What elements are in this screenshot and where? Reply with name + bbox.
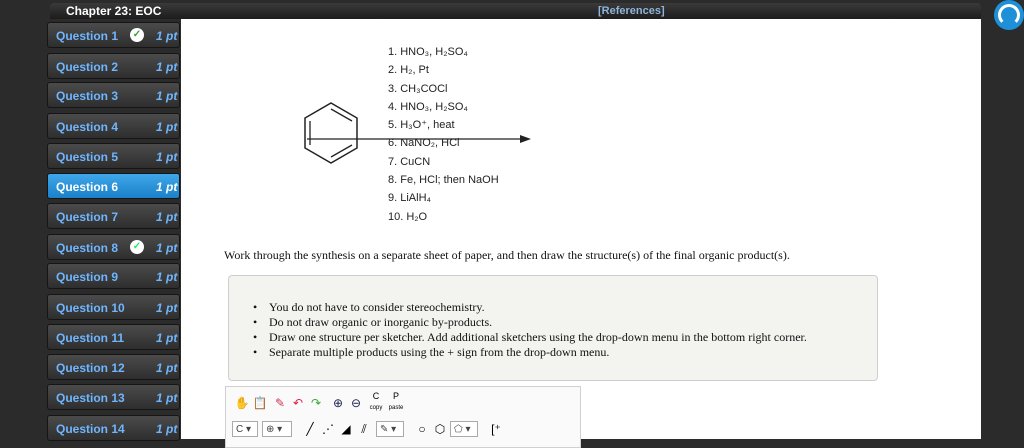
question-points: 1 pt	[156, 150, 178, 164]
question-label: Question 11	[56, 331, 125, 345]
bracket-icon[interactable]: [⁺	[491, 422, 501, 436]
question-label: Question 3	[56, 89, 119, 103]
hand-icon[interactable]: ✋	[234, 396, 250, 410]
question-item[interactable]	[47, 415, 180, 441]
question-points: 1 pt	[156, 60, 178, 74]
double-bond-icon[interactable]: ⫽	[361, 422, 367, 436]
question-points: 1 pt	[156, 241, 178, 255]
question-points: 1 pt	[156, 391, 178, 405]
question-label: Question 5	[56, 150, 119, 164]
reagent-step: 7. CuCN	[388, 155, 431, 168]
dashed-bond-icon[interactable]: ⋰	[322, 422, 334, 436]
charge-select[interactable]: ⊕ ▾	[262, 421, 292, 437]
question-label: Question 7	[56, 210, 119, 224]
undo-icon[interactable]: ↶	[292, 396, 304, 410]
question-item[interactable]	[47, 143, 180, 169]
reagent-step: 3. CH₃COCl	[388, 82, 448, 95]
reagent-step: 1. HNO₃, H₂SO₄	[388, 46, 468, 58]
note-item: • Do not draw organic or inorganic by-products.	[251, 315, 807, 330]
question-points: 1 pt	[156, 89, 178, 103]
question-item[interactable]	[47, 173, 180, 199]
question-label: Question 1	[56, 29, 119, 43]
reagent-step: 9. LiAlH₄	[388, 192, 432, 205]
note-item: • Separate multiple products using the + sign from the drop-down menu.	[251, 345, 807, 360]
question-label: Question 9	[56, 270, 119, 284]
wedge-bond-icon[interactable]: ◢	[341, 422, 351, 436]
question-label: Question 8	[56, 241, 119, 255]
hexagon-ring-icon[interactable]: ⬡	[434, 422, 446, 436]
question-item[interactable]	[47, 263, 180, 289]
single-bond-icon[interactable]: ╱	[306, 422, 314, 436]
reagent-step: 5. H₃O⁺, heat	[388, 119, 455, 132]
bond-select[interactable]: ✎ ▾	[376, 421, 404, 437]
help-icon	[998, 4, 1020, 26]
question-label: Question 6	[56, 180, 119, 194]
question-item[interactable]	[47, 22, 180, 48]
paste-button[interactable]: P paste	[388, 391, 404, 411]
zoom-out-icon[interactable]: ⊖	[350, 396, 362, 410]
checkmark-icon: ✓	[130, 240, 144, 254]
eraser-icon[interactable]: ✎	[274, 396, 286, 410]
atom-select[interactable]: C ▾	[232, 421, 258, 437]
question-item[interactable]	[47, 82, 180, 108]
chapter-title: Chapter 23: EOC	[66, 4, 162, 18]
question-item[interactable]	[47, 294, 180, 320]
clipboard-icon[interactable]: 📋	[252, 396, 268, 410]
question-points: 1 pt	[156, 361, 178, 375]
question-points: 1 pt	[156, 270, 178, 284]
question-item[interactable]	[47, 53, 180, 79]
question-label: Question 13	[56, 391, 125, 405]
zoom-in-icon[interactable]: ⊕	[332, 396, 344, 410]
question-label: Question 10	[56, 301, 125, 315]
question-points: 1 pt	[156, 210, 178, 224]
notes-box	[228, 275, 878, 381]
question-item[interactable]	[47, 354, 180, 380]
reagent-step: 4. HNO₃, H₂SO₄	[388, 100, 468, 113]
question-points: 1 pt	[156, 331, 178, 345]
help-button[interactable]	[994, 0, 1024, 30]
question-label: Question 2	[56, 60, 119, 74]
references-link[interactable]: [References]	[598, 5, 665, 17]
question-item[interactable]	[47, 234, 180, 260]
question-points: 1 pt	[156, 120, 178, 134]
redo-icon[interactable]: ↷	[310, 396, 322, 410]
instruction-text: Work through the synthesis on a separate sheet of paper, and then draw the structure(s) of the final organic product(s).	[224, 248, 790, 262]
reagent-step: 2. H₂, Pt	[388, 64, 429, 77]
ring-select[interactable]: ⬠ ▾	[450, 421, 478, 437]
question-points: 1 pt	[156, 422, 178, 436]
reagent-step: 6. NaNO₂, HCl	[388, 137, 460, 150]
question-label: Question 14	[56, 422, 125, 436]
cyclopropane-icon[interactable]: ○	[418, 422, 426, 436]
question-item[interactable]	[47, 113, 180, 139]
question-item[interactable]	[47, 324, 180, 350]
copy-button[interactable]: C copy	[369, 391, 383, 411]
question-label: Question 4	[56, 120, 119, 134]
note-item: • You do not have to consider stereochemistry.	[251, 300, 807, 315]
title-bar	[50, 3, 981, 19]
question-item[interactable]	[47, 203, 180, 229]
question-points: 1 pt	[156, 180, 178, 194]
question-points: 1 pt	[156, 29, 178, 43]
question-panel	[181, 19, 981, 439]
question-points: 1 pt	[156, 301, 178, 315]
reagent-step: 8. Fe, HCl; then NaOH	[388, 174, 499, 187]
question-label: Question 12	[56, 361, 125, 375]
question-item[interactable]	[47, 384, 180, 410]
reagent-list	[388, 43, 499, 226]
note-item: • Draw one structure per sketcher. Add additional sketchers using the drop-down menu in the bottom right corner.	[251, 330, 807, 345]
reagent-step: 10. H₂O	[388, 210, 428, 223]
checkmark-icon: ✓	[130, 28, 144, 42]
